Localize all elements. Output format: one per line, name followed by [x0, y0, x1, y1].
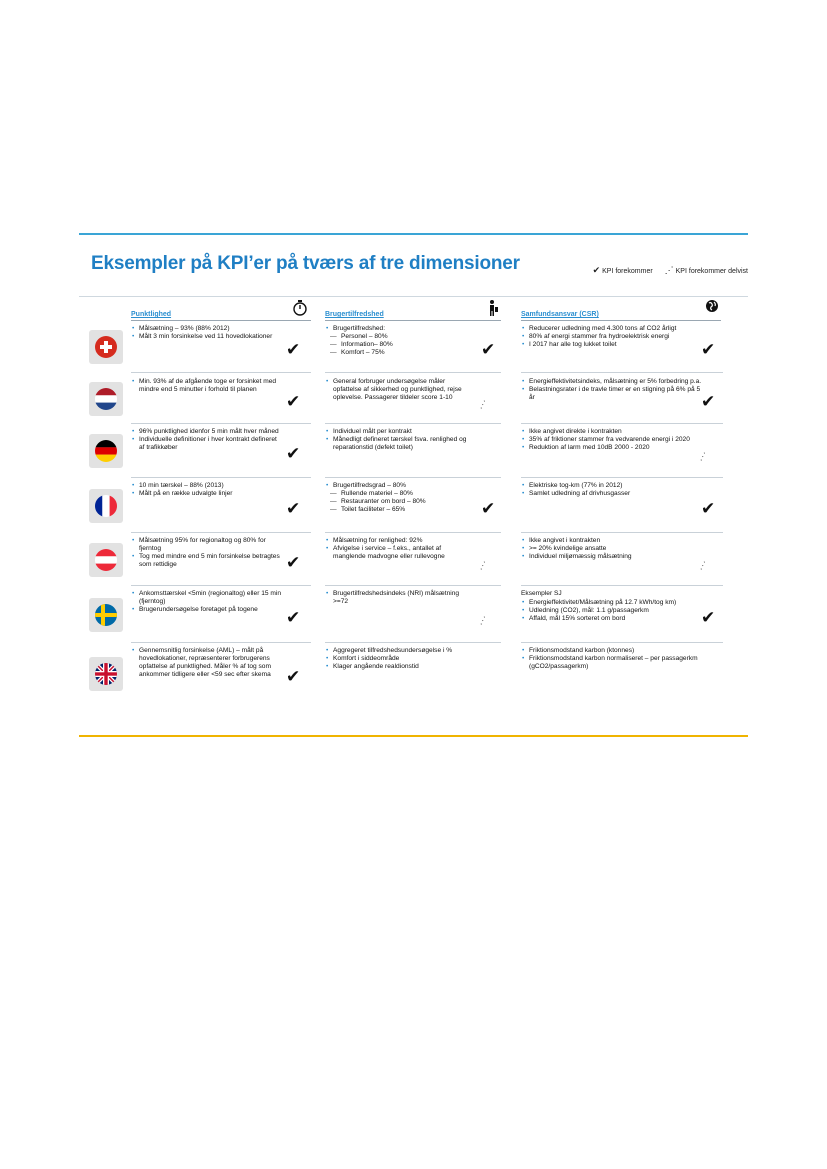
bullet-item: • >= 20% kvindelige ansatte — [521, 545, 706, 553]
table-row — [79, 535, 748, 584]
legend-partial-label: KPI forekommer delvist — [675, 268, 748, 275]
kpi-slide — [79, 233, 748, 737]
checkmark-icon: ✔ — [701, 608, 716, 627]
csr-cell — [521, 325, 706, 349]
passenger-icon — [485, 299, 503, 317]
checkmark-icon: ✔ — [481, 499, 496, 518]
csr-cell — [521, 590, 706, 623]
bullet-item: • Målsætning 95% for regionaltog og 80% for fjerntog — [131, 537, 281, 553]
checkmark-icon: ✔ — [592, 265, 601, 275]
bullet-item: • Afvigelse i service – f.eks., antallet af manglende madvogne eller rullevogne — [325, 545, 475, 561]
bullet-item: • Brugertilfredshed: — [325, 325, 475, 333]
bullet-list — [325, 482, 475, 514]
row-divider — [521, 532, 723, 533]
table-row — [79, 645, 748, 703]
punctuality-cell — [131, 378, 281, 394]
sub-bullet-item: — Information– 80% — [325, 341, 475, 349]
united-kingdom-flag-icon — [95, 663, 117, 685]
satisfaction-cell — [325, 537, 475, 561]
bullet-item: • Komfort i siddeområde — [325, 655, 475, 663]
bullet-list — [521, 537, 706, 561]
bullet-item: • Målsætning – 93% (88% 2012) — [131, 325, 281, 333]
bullet-item: • Målt på en række udvalgte linjer — [131, 490, 281, 498]
bullet-item: • Brugertilfredsgrad – 80% — [325, 482, 475, 490]
table-row — [79, 323, 748, 371]
row-divider — [325, 532, 501, 533]
row-divider — [131, 477, 311, 478]
bullet-item: • Min. 93% af de afgående toge er forsinket med mindre end 5 minutter i forhold til planen — [131, 378, 281, 394]
checkmark-icon: ✔ — [286, 608, 301, 627]
punctuality-cell — [131, 647, 281, 679]
sub-bullet-item: — Personel – 80% — [325, 333, 475, 341]
bullet-list — [521, 428, 706, 452]
checkmark-icon: ✔ — [286, 392, 301, 411]
bullet-item: • Friktionsmodstand karbon normaliseret – per passagerkm (gCO2/passagerkm) — [521, 655, 706, 671]
bullet-item: • Reduktion af larm med 10dB 2000 - 2020 — [521, 444, 706, 452]
row-divider — [325, 372, 501, 373]
bullet-item: • Affald, mål 15% sorteret om bord — [521, 615, 706, 623]
slide-title: Eksempler på KPI’er på tværs af tre dimensioner — [91, 253, 520, 274]
stopwatch-icon — [291, 299, 309, 317]
column-header-rule — [521, 320, 721, 321]
bullet-list — [521, 599, 706, 623]
checkmark-icon: ✔ — [701, 392, 716, 411]
bullet-list — [325, 537, 475, 561]
flag-germany — [89, 434, 123, 468]
bullet-item: • Gennemsnitlig forsinkelse (AML) – målt på hovedlokationer, repræsenterer forbrugerens opfattelse af punktlighed. Måler % af tog som ankommer tidligere eller <59 sec efter skema — [131, 647, 281, 679]
csr-cell — [521, 647, 706, 671]
bullet-item: • Tog med mindre end 5 min forsinkelse betragtes som rettidige — [131, 553, 281, 569]
bullet-item: • Belastningsrater i de travle timer er en stigning på 6% på 5 år — [521, 386, 706, 402]
row-divider — [521, 423, 723, 424]
bullet-list — [521, 647, 706, 671]
bullet-list — [325, 590, 475, 606]
bullet-item: • Individuel målt per kontrakt — [325, 428, 475, 436]
punctuality-cell — [131, 482, 281, 498]
flag-sweden — [89, 598, 123, 632]
netherlands-flag-icon — [95, 388, 117, 410]
satisfaction-cell — [325, 590, 475, 606]
table-row — [79, 588, 748, 641]
bullet-item: • Klager angående realdionstid — [325, 663, 475, 671]
bullet-list — [521, 482, 706, 498]
bullet-item: • Målsætning for renlighed: 92% — [325, 537, 475, 545]
globe-icon — [703, 299, 721, 317]
bullet-item: • General forbruger undersøgelse måler opfattelse af sikkerhed og punktlighed, rejse oplevelse. Passagerer tildeler score 1-10 — [325, 378, 475, 402]
partial-checkmark-icon: ⋰ — [664, 265, 674, 275]
switzerland-flag-icon — [95, 336, 117, 358]
checkmark-icon: ✔ — [286, 340, 301, 359]
bullet-item: • Ankomsttærskel <5min (regionaltog) eller 15 min (fjerntog) — [131, 590, 281, 606]
partial-checkmark-icon: ⋰ — [477, 614, 489, 627]
sub-bullet-item: — Rullende materiel – 80% — [325, 490, 475, 498]
checkmark-icon: ✔ — [286, 553, 301, 572]
flag-netherlands — [89, 382, 123, 416]
bullet-list — [325, 325, 475, 357]
bullet-item: • 35% af friktioner stammer fra vedvarende energi i 2020 — [521, 436, 706, 444]
column-header-csr: Samfundsansvar (CSR) — [521, 311, 599, 318]
satisfaction-cell — [325, 428, 475, 452]
row-divider — [325, 477, 501, 478]
bullet-item: • Individuel miljømæssig målsætning — [521, 553, 706, 561]
bullet-item: • Energieffektivitetsindeks, målsætning er 5% forbedring p.a. — [521, 378, 706, 386]
column-header-rule — [131, 320, 311, 321]
column-header-rule — [325, 320, 501, 321]
bullet-list — [131, 590, 281, 614]
bullet-item: • Individuelle definitioner i hver kontrakt defineret af trafikkøber — [131, 436, 281, 452]
bullet-list — [521, 378, 706, 402]
bullet-list — [131, 325, 281, 341]
bullet-item: • Reducerer udledning med 4.300 tons af CO2 årligt — [521, 325, 706, 333]
cell-heading: Eksempler SJ — [521, 590, 562, 597]
bullet-list — [521, 325, 706, 349]
satisfaction-cell — [325, 378, 475, 402]
partial-checkmark-icon: ⋰ — [477, 398, 489, 411]
checkmark-icon: ✔ — [286, 667, 301, 686]
row-divider — [131, 585, 311, 586]
legend — [583, 265, 748, 276]
checkmark-icon: ✔ — [481, 340, 496, 359]
sweden-flag-icon — [95, 604, 117, 626]
slide-bottom-rule — [79, 735, 748, 737]
row-divider — [131, 532, 311, 533]
bullet-list — [131, 537, 281, 569]
flag-france — [89, 489, 123, 523]
bullet-item: • 80% af energi stammer fra hydroelektrisk energi — [521, 333, 706, 341]
bullet-item: • Ikke angivet i kontrakten — [521, 537, 706, 545]
punctuality-cell — [131, 325, 281, 341]
row-divider — [521, 477, 723, 478]
row-divider — [325, 423, 501, 424]
bullet-list — [325, 378, 475, 402]
bullet-item: • Friktionsmodstand karbon (ktonnes) — [521, 647, 706, 655]
row-divider — [131, 372, 311, 373]
punctuality-cell — [131, 590, 281, 614]
table-row — [79, 480, 748, 531]
title-divider — [79, 296, 748, 297]
france-flag-icon — [95, 495, 117, 517]
row-divider — [521, 372, 723, 373]
checkmark-icon: ✔ — [286, 499, 301, 518]
row-divider — [131, 423, 311, 424]
austria-flag-icon — [95, 549, 117, 571]
row-divider — [521, 642, 723, 643]
table-row — [79, 426, 748, 476]
partial-checkmark-icon: ⋰ — [697, 450, 709, 463]
satisfaction-cell — [325, 325, 475, 357]
sub-bullet-item: — Restauranter om bord – 80% — [325, 498, 475, 506]
row-divider — [325, 585, 501, 586]
bullet-list — [131, 647, 281, 679]
bullet-list — [131, 482, 281, 498]
column-header-punctuality: Punktlighed — [131, 311, 172, 318]
checkmark-icon: ✔ — [701, 340, 716, 359]
satisfaction-cell — [325, 482, 475, 514]
bullet-item: • 10 min tærskel – 88% (2013) — [131, 482, 281, 490]
bullet-list — [131, 378, 281, 394]
bullet-item: • Elektriske tog-km (77% in 2012) — [521, 482, 706, 490]
csr-cell — [521, 482, 706, 498]
bullet-item: • Brugerundersøgelse foretaget på togene — [131, 606, 281, 614]
flag-switzerland — [89, 330, 123, 364]
bullet-list — [131, 428, 281, 452]
column-header-satisfaction: Brugertilfredshed — [325, 311, 384, 318]
bullet-item: • Målt 3 min forsinkelse ved 11 hovedlokationer — [131, 333, 281, 341]
germany-flag-icon — [95, 440, 117, 462]
bullet-item: • I 2017 har alle tog lukket toilet — [521, 341, 706, 349]
bullet-item: • Energieffektivitet/Målsætning på 12.7 kWh/tog km) — [521, 599, 706, 607]
row-divider — [325, 642, 501, 643]
flag-austria — [89, 543, 123, 577]
punctuality-cell — [131, 428, 281, 452]
bullet-item: • Samlet udledning af drivhusgasser — [521, 490, 706, 498]
bullet-item: • Aggregeret tilfredshedsundersøgelse i % — [325, 647, 475, 655]
row-divider — [131, 642, 311, 643]
satisfaction-cell — [325, 647, 475, 671]
csr-cell — [521, 428, 706, 452]
bullet-item: • Månedligt defineret tærskel fsva. renlighed og reparationstid (defekt toilet) — [325, 436, 475, 452]
punctuality-cell — [131, 537, 281, 569]
bullet-item: • Brugertilfredshedsindeks (NRI) målsætning >=72 — [325, 590, 475, 606]
flag-united-kingdom — [89, 657, 123, 691]
bullet-item: • 96% punktlighed idenfor 5 min målt hver måned — [131, 428, 281, 436]
bullet-list — [325, 647, 475, 671]
sub-bullet-item: — Toilet faciliteter – 65% — [325, 506, 475, 514]
csr-cell — [521, 378, 706, 402]
checkmark-icon: ✔ — [701, 499, 716, 518]
bullet-list — [325, 428, 475, 452]
checkmark-icon: ✔ — [286, 444, 301, 463]
partial-checkmark-icon: ⋰ — [697, 559, 709, 572]
partial-checkmark-icon: ⋰ — [477, 559, 489, 572]
row-divider — [521, 585, 723, 586]
legend-full — [593, 265, 653, 276]
csr-cell — [521, 537, 706, 561]
bullet-item: • Udledning (CO2), mål: 1.1 g/passagerkm — [521, 607, 706, 615]
legend-full-label: KPI forekommer — [602, 268, 653, 275]
legend-partial — [665, 265, 748, 276]
bullet-item: • Ikke angivet direkte i kontrakten — [521, 428, 706, 436]
table-row — [79, 376, 748, 422]
sub-bullet-item: — Komfort – 75% — [325, 349, 475, 357]
